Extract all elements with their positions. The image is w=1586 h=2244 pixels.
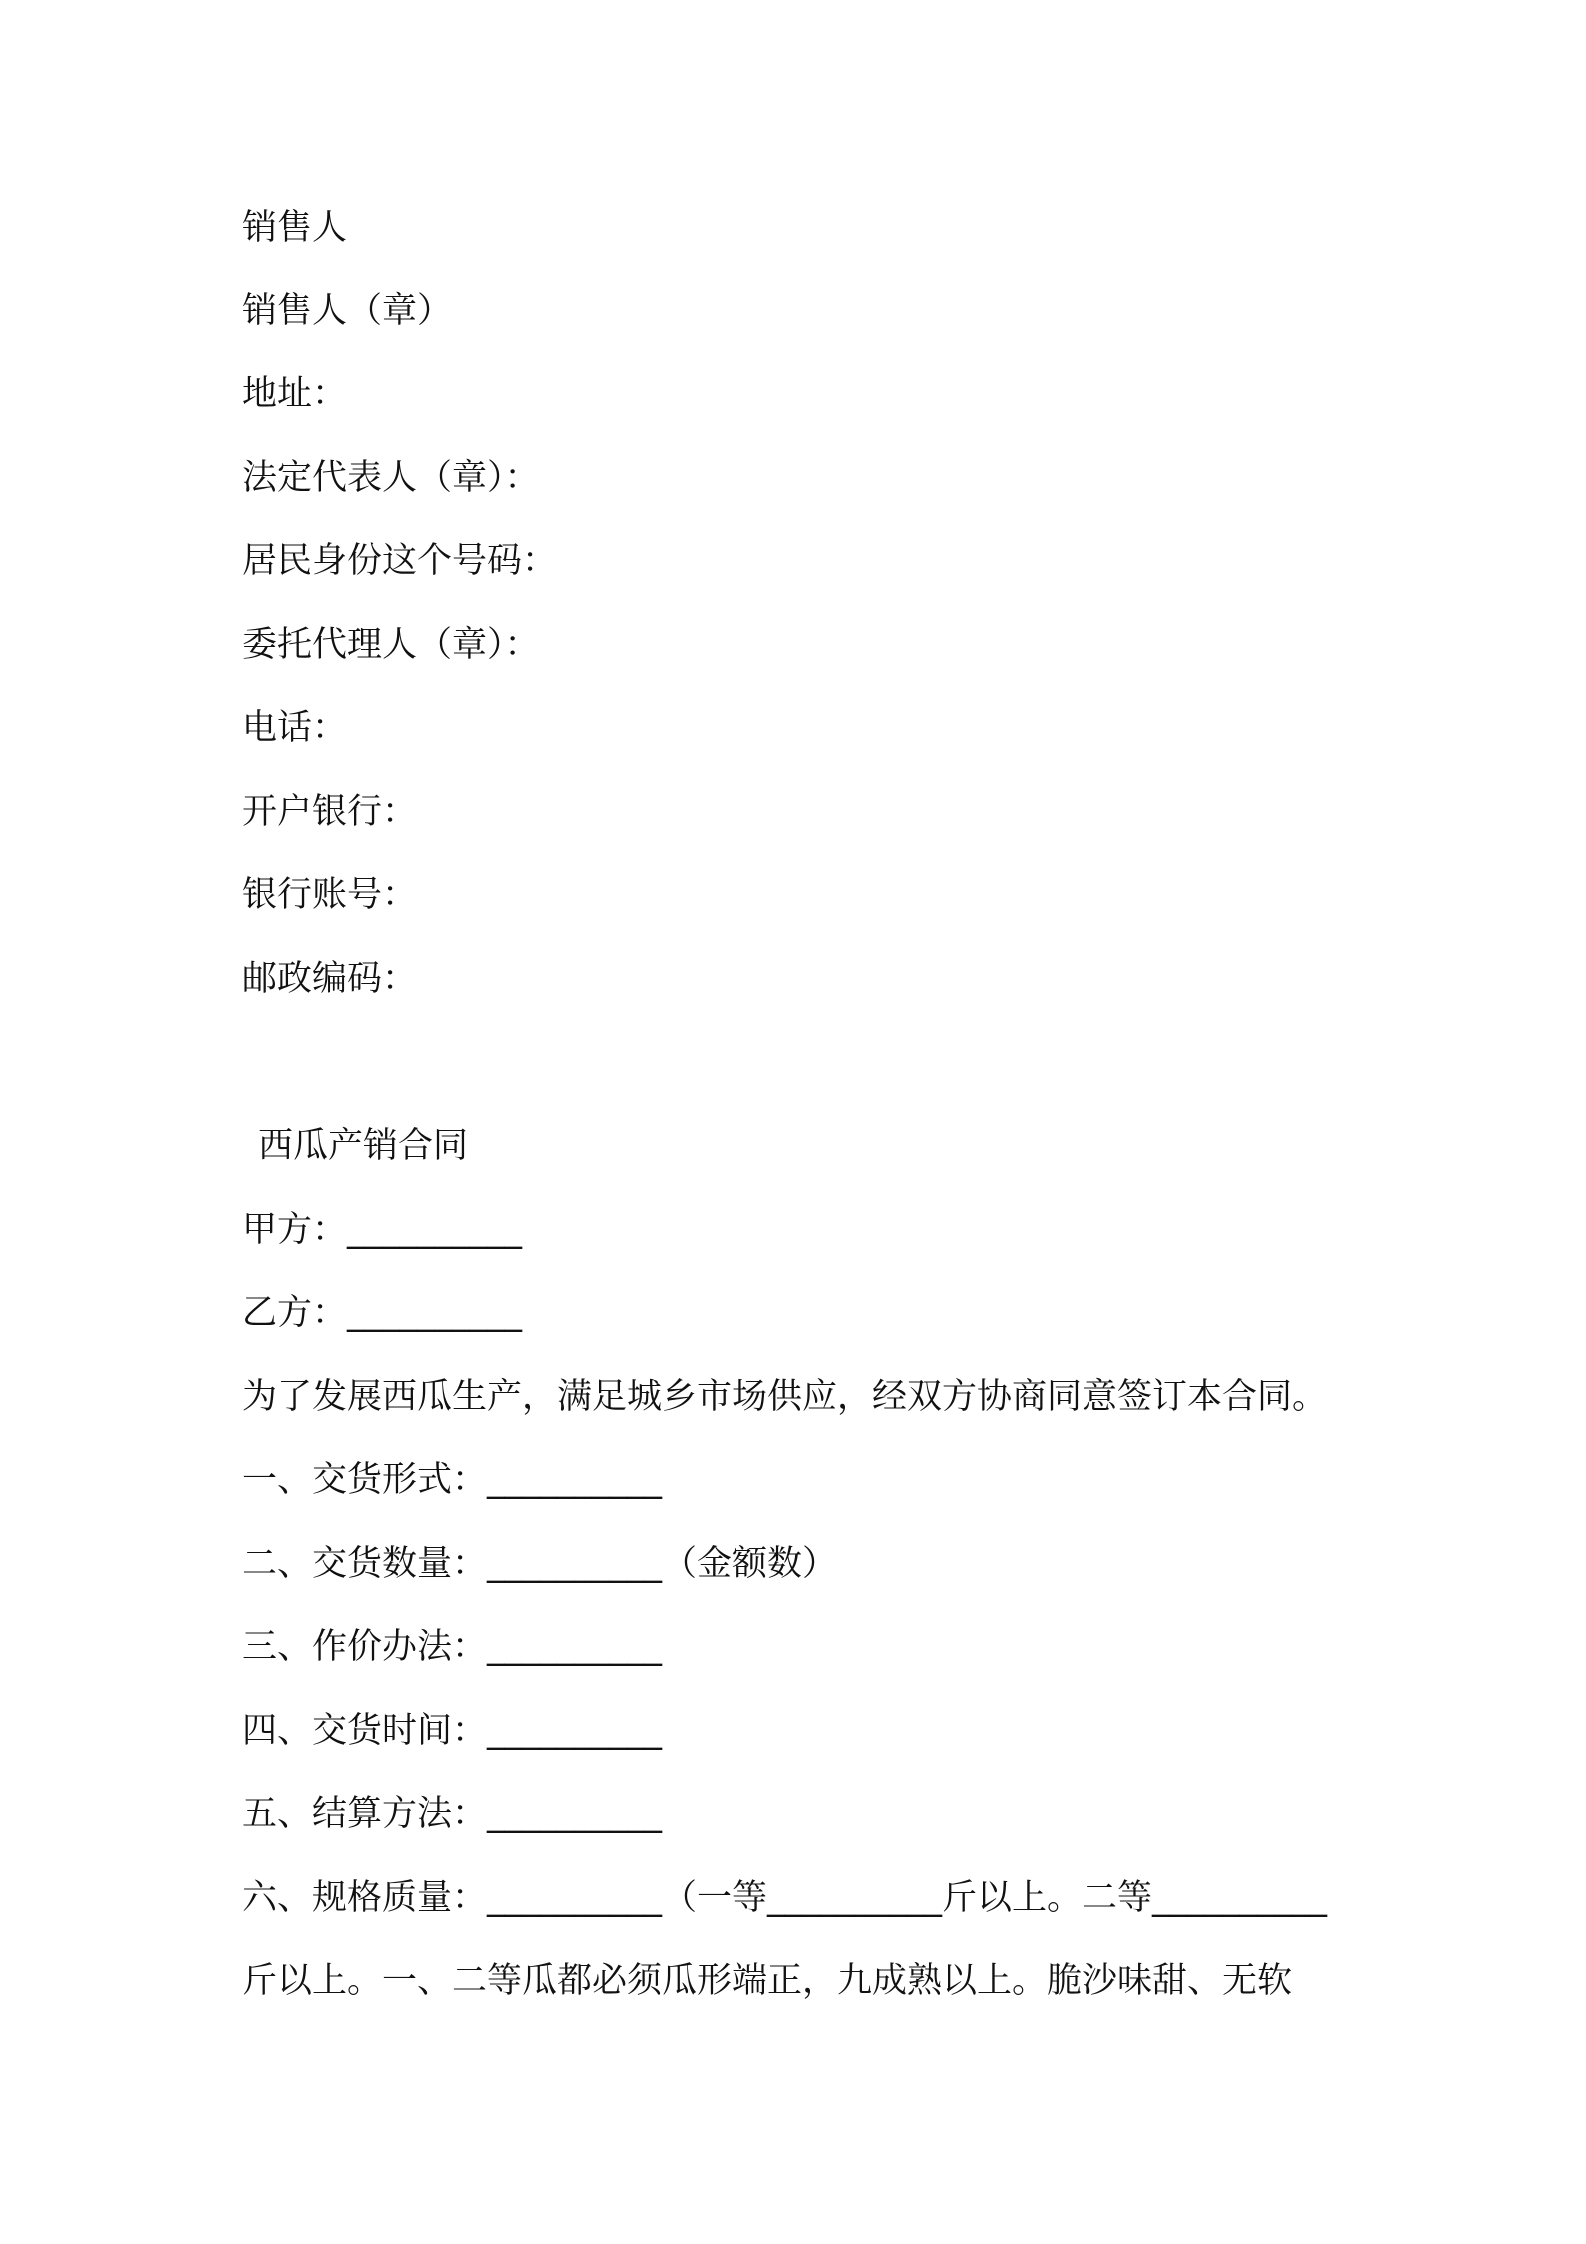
id-number-line: 居民身份这个号码： [242, 541, 558, 581]
legal-rep-line: 法定代表人（章）： [242, 458, 540, 498]
clause-pricing: 三、作价办法：__________ [242, 1627, 663, 1667]
clause-delivery-quantity: 二、交货数量：__________（金额数） [242, 1544, 838, 1584]
account-line: 银行账号： [242, 875, 418, 915]
clause-quality-continued: 斤以上。一、二等瓜都必须瓜形端正，九成熟以上。脆沙味甜、无软 [242, 1961, 1293, 2001]
clause-delivery-form: 一、交货形式：__________ [242, 1460, 663, 1500]
agent-line: 委托代理人（章）： [242, 625, 540, 665]
party-b-line: 乙方：__________ [242, 1293, 523, 1333]
postcode-line: 邮政编码： [242, 959, 418, 999]
intro-paragraph: 为了发展西瓜生产，满足城乡市场供应，经双方协商同意签订本合同。 [242, 1377, 1328, 1417]
seller-seal-line: 销售人（章） [242, 291, 453, 331]
clause-quality: 六、规格质量：__________（一等__________斤以上。二等__________ [242, 1878, 1328, 1918]
clause-delivery-time: 四、交货时间：__________ [242, 1711, 663, 1751]
seller-heading: 销售人 [242, 208, 348, 248]
contract-title: 西瓜产销合同 [258, 1126, 469, 1166]
party-a-line: 甲方：__________ [242, 1210, 523, 1250]
bank-line: 开户银行： [242, 792, 418, 832]
phone-line: 电话： [242, 708, 348, 748]
clause-settlement: 五、结算方法：__________ [242, 1794, 663, 1834]
address-line: 地址： [242, 374, 348, 414]
